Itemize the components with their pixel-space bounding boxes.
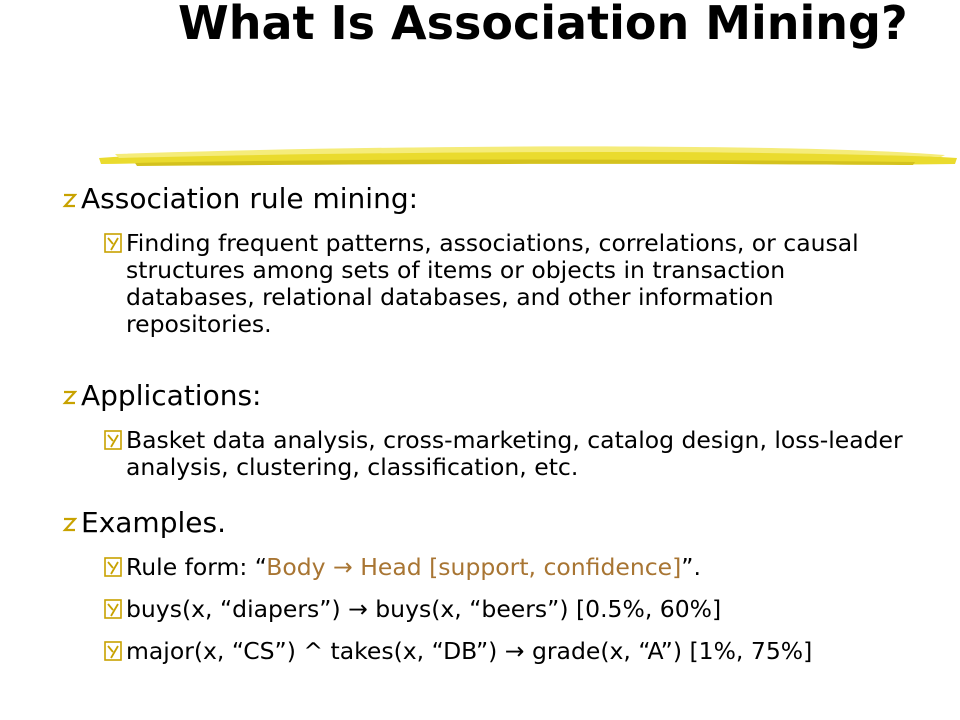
- y-bullet-icon: [104, 641, 122, 661]
- bullet-text: Examples.: [81, 506, 226, 539]
- z-bullet-icon: [62, 189, 77, 209]
- y-bullet-icon: [104, 233, 122, 253]
- sub-bullet-definition: [104, 230, 904, 338]
- slide-title: What Is Association Mining?: [178, 0, 908, 50]
- sub-bullet-applications-list: [104, 427, 904, 481]
- sub-bullet-text: Finding frequent patterns, associations, correlations, or causal structures among sets of items or objects in transaction databases, relational databases, and other information repositories.: [126, 229, 859, 338]
- bullet-applications: [62, 380, 261, 412]
- y-bullet-icon: [104, 599, 122, 619]
- sub-bullet-example-buys: [104, 596, 904, 623]
- sub-bullet-rule-form: [104, 554, 904, 581]
- rule-form-highlight: Body → Head [support, confidence]: [266, 553, 682, 581]
- sub-bullet-text: buys(x, “diapers”) → buys(x, “beers”) [0.5%, 60%]: [126, 595, 722, 623]
- sub-bullet-text: Basket data analysis, cross-marketing, catalog design, loss-leader analysis, clustering, classification, etc.: [126, 426, 903, 481]
- z-bullet-icon: [62, 386, 77, 406]
- y-bullet-icon: [104, 557, 122, 577]
- y-bullet-icon: [104, 430, 122, 450]
- bullet-text: Applications:: [81, 379, 262, 412]
- bullet-association-rule-mining: [62, 183, 418, 215]
- rule-form-prefix: Rule form: “: [126, 553, 267, 581]
- z-bullet-icon: [62, 513, 77, 533]
- sub-bullet-text: major(x, “CS”) ^ takes(x, “DB”) → grade(x, “A”) [1%, 75%]: [126, 637, 813, 665]
- sub-bullet-example-major: [104, 638, 904, 665]
- bullet-examples: [62, 507, 226, 539]
- bullet-text: Association rule mining:: [81, 182, 419, 215]
- rule-form-suffix: ”.: [681, 553, 701, 581]
